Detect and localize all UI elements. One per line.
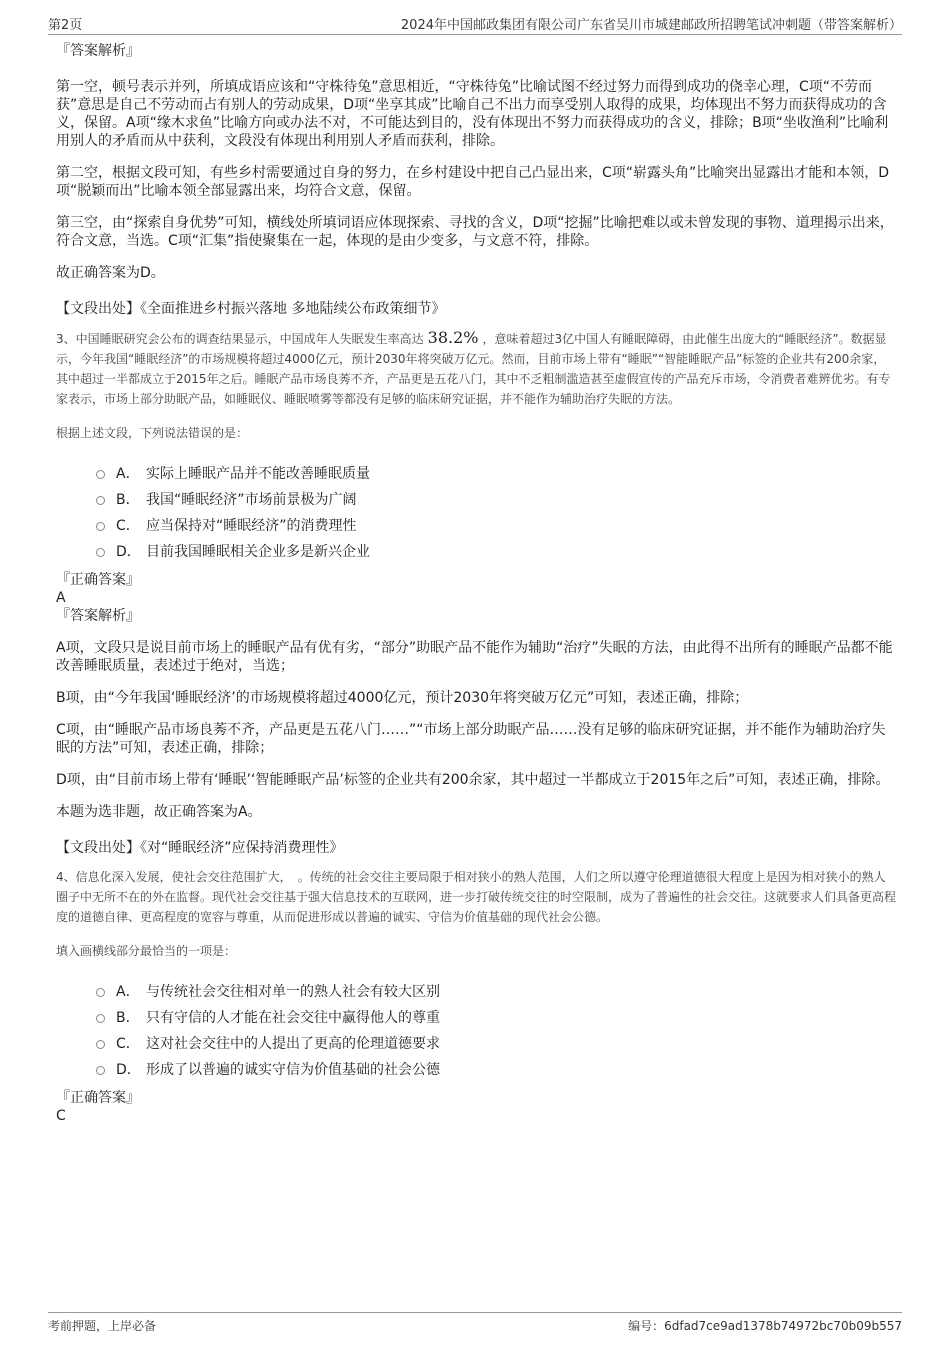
radio-icon[interactable] bbox=[96, 1014, 105, 1023]
radio-icon[interactable] bbox=[96, 988, 105, 997]
radio-icon[interactable] bbox=[96, 496, 105, 505]
q3-percent: 38.2% bbox=[427, 328, 479, 347]
correct-answer-label: 『正确答案』 bbox=[56, 572, 140, 588]
page-header bbox=[48, 14, 902, 35]
analysis-label: 『答案解析』 bbox=[56, 608, 140, 624]
q3-analysis-conclusion: 本题为选非题，故正确答案为A。 bbox=[56, 804, 262, 820]
analysis-label: 『答案解析』 bbox=[56, 43, 140, 59]
option-a[interactable]: A． 与传统社会交往相对单一的熟人社会有较大区别 bbox=[96, 979, 896, 1005]
option-c[interactable]: C． 这对社会交往中的人提出了更高的伦理道德要求 bbox=[96, 1031, 896, 1057]
radio-icon[interactable] bbox=[96, 522, 105, 531]
q3-analysis-c: C项，由“睡眠产品市场良莠不齐，产品更是五花八门……”“市场上部分助眠产品……没有足够的临床研究证据，并不能作为辅助治疗失眠的方法”可知，表述正确，排除； bbox=[56, 722, 886, 756]
document-id: 编号：6dfad7ce9ad1378b74972bc70b09b557 bbox=[628, 1319, 902, 1333]
correct-answer: A bbox=[56, 590, 66, 606]
question-3-prompt: 根据上述文段，下列说法错误的是： bbox=[56, 426, 249, 440]
source-citation: 【文段出处】《对“睡眠经济”应保持消费理性》 bbox=[56, 840, 344, 856]
option-b[interactable]: B． 我国“睡眠经济”市场前景极为广阔 bbox=[96, 487, 896, 513]
option-d[interactable]: D． 目前我国睡眠相关企业多是新兴企业 bbox=[96, 539, 896, 565]
analysis-paragraph-1: 第一空，顿号表示并列，所填成语应该和“守株待兔”意思相近，“守株待兔”比喻试图不经过努力而得到成功的侥幸心理，C项“不劳而获”意思是自己不劳动而占有别人的劳动成果，D项“坐享其成”比喻自己不出力而享受别人取得的成果，均体现出不努力而获得成功的含义，保留。A项“缘木求鱼”比喻方向或办法不对，不可能达到目的，没有体现出不努力而获得成功的含义，排除；B项“坐收渔利”比喻利用别人的矛盾而从中获利，文段没有体现出利用别人矛盾而获利，排除。 bbox=[56, 79, 889, 149]
source-citation: 【文段出处】《全面推进乡村振兴落地 多地陆续公布政策细节》 bbox=[56, 301, 446, 317]
question-4-options bbox=[56, 979, 896, 1083]
q3-analysis-b: B项，由“今年我国‘睡眠经济’的市场规模将超过4000亿元，预计2030年将突破万亿元”可知，表述正确，排除； bbox=[56, 690, 749, 706]
option-c[interactable]: C． 应当保持对“睡眠经济”的消费理性 bbox=[96, 513, 896, 539]
option-b[interactable]: B． 只有守信的人才能在社会交往中赢得他人的尊重 bbox=[96, 1005, 896, 1031]
q3-text-after: ，意味着超过3亿中国人有睡眠障碍，由此催生出庞大的“睡眠经济”。数据显示，今年我国“睡眠经济”的市场规模将超过4000亿元，预计2030年将突破万亿元。然而，目前市场上带有“睡眠”“智能睡眠产品”标签的企业共有200余家，其中超过一半都成立于2015年之后。睡眠产品市场良莠不齐，产品更是五花八门，其中不乏粗制滥造甚至虚假宣传的产品充斥市场，令消费者难辨优劣。有专家表示，市场上部分助眠产品，如睡眠仪、睡眠喷雾等都没有足够的临床研究证据，并不能作为辅助治疗失眠的方法。 bbox=[56, 332, 891, 406]
q3-analysis-a: A项，文段只是说目前市场上的睡眠产品有优有劣，“部分”助眠产品不能作为辅助“治疗”失眠的方法，由此得不出所有的睡眠产品都不能改善睡眠质量，表述过于绝对，当选； bbox=[56, 640, 893, 674]
question-3-options bbox=[56, 461, 896, 565]
question-4-prompt: 填入画横线部分最恰当的一项是： bbox=[56, 944, 237, 958]
radio-icon[interactable] bbox=[96, 1066, 105, 1075]
question-4-text: 4、信息化深入发展，使社会交往范围扩大， 。传统的社会交往主要局限于相对狭小的熟人范围，人们之所以遵守伦理道德很大程度上是因为相对狭小的熟人圈子中无所不在的外在监督。现代社会交往基于强大信息技术的互联网，进一步打破传统交往的时空限制，成为了普遍性的社会交往。这就要求人们具备更高程度的道德自律、更高程度的宽容与尊重，从而促进形成以普遍的诚实、守信为价值基础的现代社会公德。 bbox=[56, 870, 897, 924]
question-3-text bbox=[56, 328, 896, 409]
correct-answer: C bbox=[56, 1108, 66, 1124]
option-a[interactable]: A． 实际上睡眠产品并不能改善睡眠质量 bbox=[96, 461, 896, 487]
document-title: 2024年中国邮政集团有限公司广东省吴川市城建邮政所招聘笔试冲刺题（带答案解析） bbox=[400, 18, 902, 33]
page-number: 第2页 bbox=[48, 18, 83, 33]
analysis-paragraph-2: 第二空，根据文段可知，有些乡村需要通过自身的努力，在乡村建设中把自己凸显出来，C项“崭露头角”比喻突出显露出才能和本领，D项“脱颖而出”比喻本领全部显露出来，均符合文意，保留。 bbox=[56, 165, 890, 199]
q3-text-before: 3、中国睡眠研究会公布的调查结果显示，中国成年人失眠发生率高达 bbox=[56, 332, 424, 346]
analysis-paragraph-3: 第三空，由“探索自身优势”可知，横线处所填词语应体现探索、寻找的含义，D项“挖掘”比喻把难以或未曾发现的事物、道理揭示出来，符合文意，当选。C项“汇集”指使聚集在一起，体现的是由少变多，与文意不符，排除。 bbox=[56, 215, 894, 249]
option-d[interactable]: D． 形成了以普遍的诚实守信为价值基础的社会公德 bbox=[96, 1057, 896, 1083]
document-body bbox=[56, 42, 896, 1125]
radio-icon[interactable] bbox=[96, 1040, 105, 1049]
radio-icon[interactable] bbox=[96, 470, 105, 479]
correct-answer-label: 『正确答案』 bbox=[56, 1090, 140, 1106]
analysis-conclusion: 故正确答案为D。 bbox=[56, 265, 165, 281]
page-footer bbox=[48, 1312, 902, 1338]
radio-icon[interactable] bbox=[96, 548, 105, 557]
q3-analysis-d: D项，由“目前市场上带有‘睡眠’‘智能睡眠产品’标签的企业共有200余家，其中超过一半都成立于2015年之后”可知，表述正确，排除。 bbox=[56, 772, 890, 788]
footer-slogan: 考前押题，上岸必备 bbox=[48, 1319, 157, 1333]
